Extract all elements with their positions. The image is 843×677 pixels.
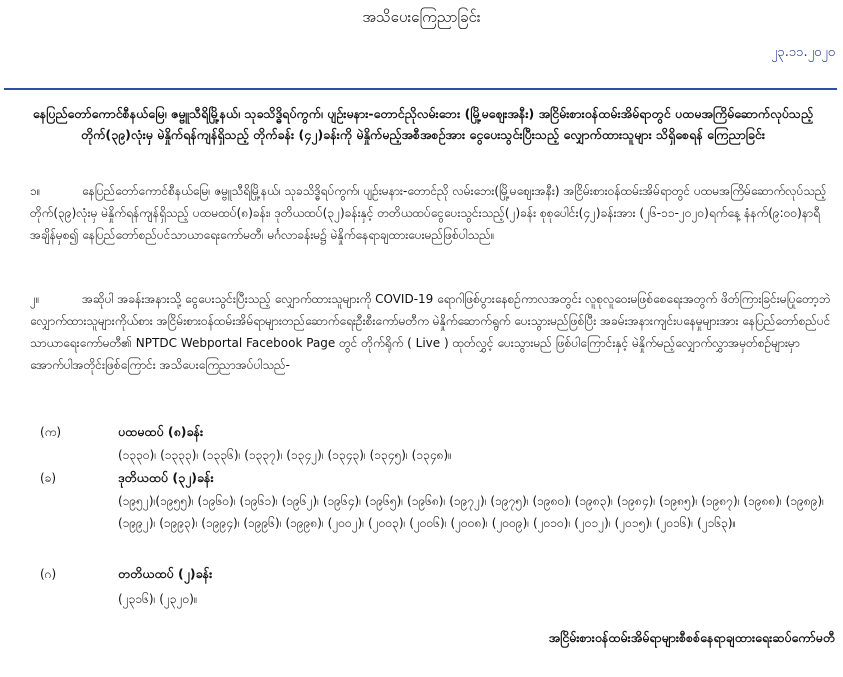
section-c-title: တတိယထပ် (၂)ခန်း (118, 566, 213, 581)
paragraph-2-number: ၂။ (30, 292, 40, 306)
header-divider (4, 88, 837, 90)
paragraph-1-text: နေပြည်တော်ကောင်စီနယ်မြေ၊ ဇမ္ဗူသီရိမြို့နယ်၊ သုခသိဒ္ဓိရပ်ကွက်၊ ပျဉ်းမနား-တောင်ညို လမ်းဘေး(မြို့မဈေးအနီး) အငြိမ်းစားဝန်ထမ်းအိမ်ရာတွင် ပထမအကြိမ်ဆောက်လုပ်သည့် တိုက်(၃၉)လုံးမှ မဲနှိုက်ရန်ကျန်ရှိသည့် ပထမထပ်(၈)ခန်း၊ ဒုတိယထပ်(၃၂)ခန်းနှင့် တတိယထပ်ငွေပေးသွင်းသည့်(၂)ခန်း စုစုပေါင်း(၄၂)ခန်းအား (၂၆-၁၁-၂၀၂၀)ရက်နေ့ နံနက်(၉:၀၀)နာရီအချိန်မှစ၍ နေပြည်တော်စည်ပင်သာယာရေးကော်မတီ၊ မင်္ဂလာခန်းမ၌ မဲနှိုက်နေရာချထားပေးမည်ဖြစ်ပါသည်။ (30, 184, 827, 242)
section-a-items: (၁၃၃၀)၊ (၁၃၃၃)၊ (၁၃၃၆)၊ (၁၃၃၇)၊ (၁၃၄၂)၊ (၁၃၄၃)၊ (၁၃၄၅)၊ (၁၃၄၈)။ (118, 448, 452, 462)
section-b-items: (၁၉၅၂)၊(၁၉၅၅)၊ (၁၉၆၀)၊ (၁၉၆၁)၊ (၁၉၆၂)၊ (၁၉၆၄)၊ (၁၉၆၅)၊ (၁၉၆၈)၊ (၁၉၇၂)၊ (၁၉၇၅)၊ (၁၉၈၀)၊ (၁၉၈၃)၊ (၁၉၈၄)၊ (၁၉၈၅)၊ (၁၉၈၇)၊ (၁၉၈၈)၊ (၁၉၈၉)၊ (၁၉၉၂)၊ (၁၉၉၃)၊ (၁၉၉၄)၊ (၁၉၉၆)၊ (၁၉၉၈)၊ (၂၀၀၂)၊ (၂၀၀၃)၊ (၂၀၀၆)၊ (၂၀၀၈)၊ (၂၀၀၉)၊ (၂၀၁၀)၊ (၂၀၁၂)၊ (၂၀၁၅)၊ (၂၀၁၆)၊ (၂၁၆၃)။ (118, 494, 825, 530)
paragraph-2-text: အဆိုပါ အခန်းအနားသို့ ငွေပေးသွင်းပြီးသည့် လျှောက်ထားသူများကို COVID-19 ရောဂါဖြစ်ပွားနေစဉ်ကာလအတွင်း လူစုလူဝေးမဖြစ်စေရေးအတွက် ဖိတ်ကြားခြင်းမပြုတော့ဘဲ လျှောက်ထားသူများကိုယ်စား အငြိမ်းစားဝန်ထမ်းအိမ်ရာများတည်ဆောက်ရေးဦးစီးကော်မတီက မဲနှိုက်ဆောက်ရွက် ပေးသွားမည်ဖြစ်ပြီး အခမ်းအနားကျင်းပနေမှုများအား နေပြည်တော်စည်ပင် သာယာရေးကော်မတီ၏ NPTDC Webportal Facebook Page တွင် တိုက်ရိုက် ( Live ) ထုတ်လွှင့် ပေးသွားမည် ဖြစ်ပါကြောင်းနှင့် မဲနှိုက်မည့်လျှောက်လွှာအမှတ်စဉ်များမှာ အောက်ပါအတိုင်းဖြစ်ကြောင်း အသိပေးကြေညာအပ်ပါသည်- (30, 292, 831, 372)
section-c-number: (ဂ) (40, 567, 57, 581)
paragraph-1 (30, 180, 836, 246)
paragraph-1-number: ၁။ (30, 184, 41, 198)
section-a-title: ပထမထပ် (၈)ခန်း (118, 424, 204, 439)
announcement-heading: နေပြည်တော်ကောင်စီနယ်မြေ၊ ဇမ္ဗူသီရိမြို့နယ်၊ သုခသိဒ္ဓိရပ်ကွက်၊ ပျဉ်းမနား-တောင်ညိုလမ်းဘေး (မြို့မဈေးအနီး) အငြိမ်းစားဝန်ထမ်းအိမ်ရာတွင် ပထမအကြိမ်ဆောက်လုပ်သည့် တိုက်(၃၉)လုံးမှ မဲနှိုက်ရန်ကျန်ရှိသည့် တိုက်ခန်း (၄၂)ခန်းကို မဲနှိုက်မည့်အစီအစဉ်အား ငွေပေးသွင်းပြီးသည့် လျှောက်ထားသူများ သိရှိစေရန် ကြေညာခြင်း (32, 106, 814, 142)
signing-committee: အငြိမ်းစားဝန်ထမ်းအိမ်ရာများစီစစ်နေရာချထားရေးဆပ်ကော်မတီ (548, 630, 835, 645)
section-a-number: (က) (40, 425, 62, 439)
section-b-title: ဒုတိယထပ် (၃၂)ခန်း (118, 470, 214, 485)
section-b-number: (ခ) (40, 471, 57, 485)
paragraph-2 (30, 288, 836, 376)
document-title: အသိပေးကြေညာခြင်း (362, 8, 481, 26)
document-date: ၂၃.၁၁.၂၀၂၀ (771, 45, 835, 60)
section-c-items: (၂၃၁၆)၊ (၂၃၂၀)။ (118, 592, 198, 606)
